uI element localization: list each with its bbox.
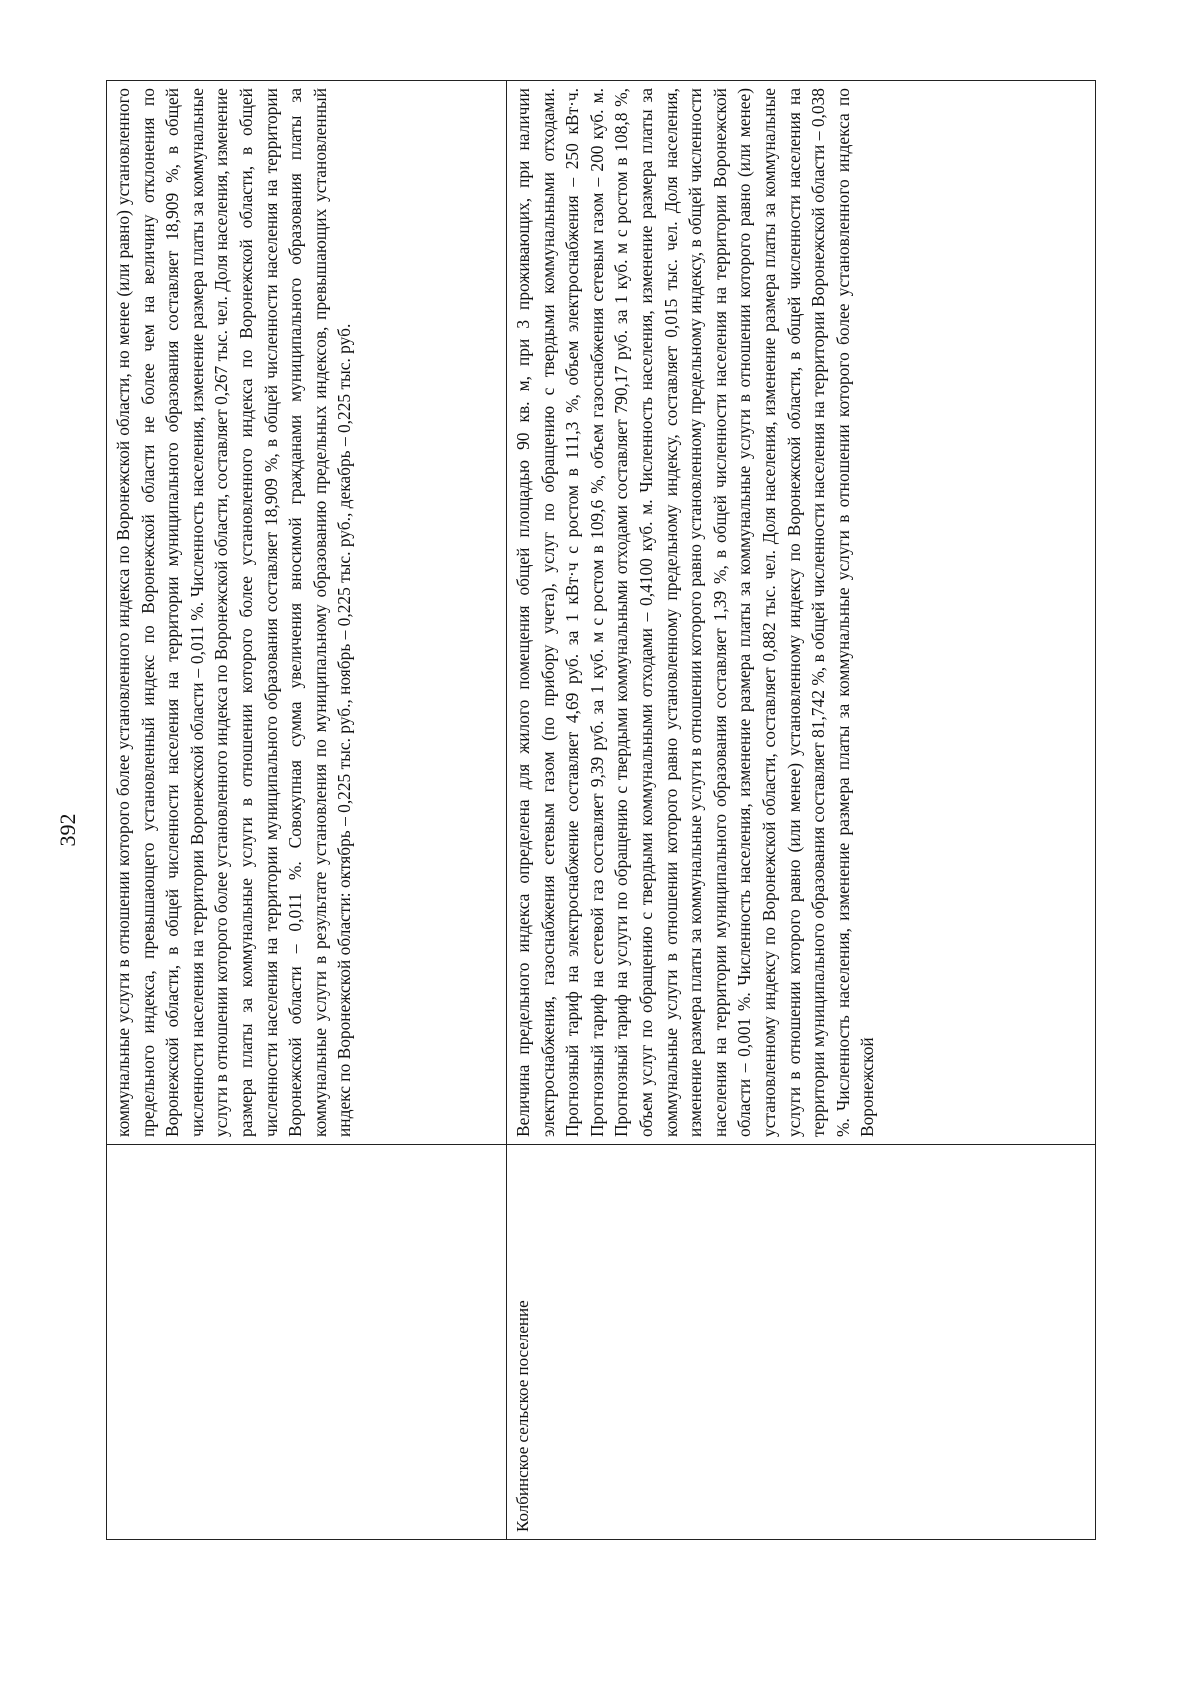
table-row — [107, 81, 507, 1540]
rotated-content — [106, 80, 1096, 1540]
municipality-cell: Колбинское сельское поселение — [507, 1145, 1096, 1540]
description-cell: Величина предельного индекса определена для жилого помещения общей площадью 90 кв. м, при 3 проживающих, при наличии электроснабжения, газоснабжения сетевым газом (по прибору учета), услуг по обращению с твердыми коммунальными отходами. Прогнозный тариф на электроснабжение составляет 4,69 руб. за 1 кВт·ч с ростом в 111,3 %, объем электроснабжения – 250 кВт·ч. Прогнозный тариф на сетевой газ составляет 9,39 руб. за 1 куб. м с ростом в 109,6 %, объем газоснабжения сетевым газом – 200 куб. м. Прогнозный тариф на услуги по обращению с твердыми коммунальными отходами составляет 790,17 руб. за 1 куб. м с ростом в 108,8 %, объем услуг по обращению с твердыми коммунальными отходами – 0,4100 куб. м. Численность населения, изменение размера платы за коммунальные услуги в отношении которого равно установленному предельному индексу, составляет 0,015 тыс. чел. Доля населения, изменение размера платы за коммунальные услуги в отношении которого равно установленному предельному индексу, в общей численности населения на территории муниципального образования составляет 1,39 %, в общей численности населения на территории Воронежской области – 0,001 %. Численность населения, изменение размера платы за коммунальные услуги в отношении которого равно (или менее) установленному индексу по Воронежской области, составляет 0,882 тыс. чел. Доля населения, изменение размера платы за коммунальные услуги в отношении которого равно (или менее) установленному индексу по Воронежской области, в общей численности населения на территории муниципального образования составляет 81,742 %, в общей численности населения на территории Воронежской области – 0,038 %. Численность населения, изменение размера платы за коммунальные услуги в отношении которого более установленного индекса по Воронежской — [507, 81, 1096, 1145]
data-table — [106, 80, 1096, 1540]
page-number: 392 — [55, 813, 80, 847]
description-cell: коммунальные услуги в отношении которого более установленного индекса по Воронежской области, но менее (или равно) установленного предельного индекса, превышающего установленный индекс по Воронежской области не более чем на величину отклонения по Воронежской области, в общей численности населения на территории муниципального образования составляет 18,909 %, в общей численности населения на территории Воронежской области – 0,011 %. Численность населения, изменение размера платы за коммунальные услуги в отношении которого более установленного индекса по Воронежской области, составляет 0,267 тыс. чел. Доля населения, изменение размера платы за коммунальные услуги в отношении которого более установленного индекса по Воронежской области, в общей численности населения на территории муниципального образования составляет 18,909 %, в общей численности населения на территории Воронежской области – 0,011 %. Совокупная сумма увеличения вносимой гражданами муниципального образования платы за коммунальные услуги в результате установления по муниципальному образованию предельных индексов, превышающих установленный индекс по Воронежской области: октябрь – 0,225 тыс. руб., ноябрь – 0,225 тыс. руб., декабрь – 0,225 тыс. руб. — [107, 81, 507, 1145]
table-row — [507, 81, 1096, 1540]
municipality-cell — [107, 1145, 507, 1540]
